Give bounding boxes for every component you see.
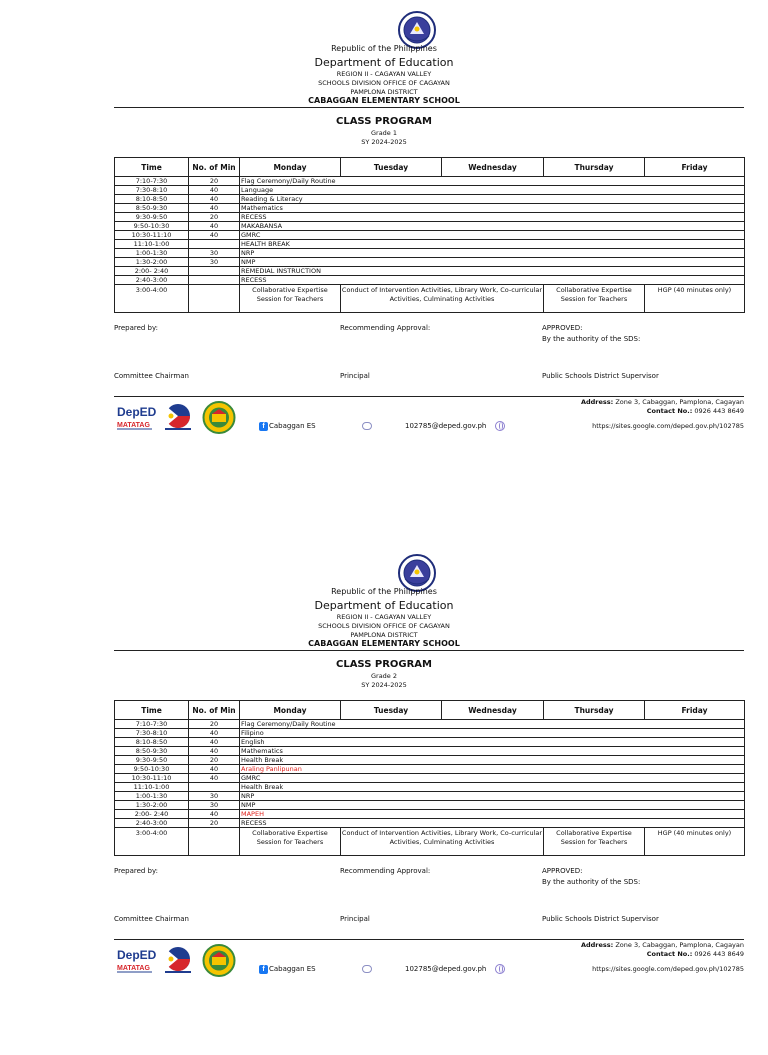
thursday-activity-cell: Collaborative Expertise Session for Teachers [544, 285, 645, 313]
email-icon [362, 422, 372, 430]
time-cell: 3:00-4:00 [115, 828, 189, 856]
thursday-activity-cell: Collaborative Expertise Session for Teachers [544, 828, 645, 856]
contact-value: 0926 443 8649 [694, 407, 744, 415]
schedule-table [114, 700, 745, 856]
subject-cell: RECESS [240, 276, 745, 285]
time-cell: 8:10-8:50 [115, 195, 189, 204]
schedule-row [115, 765, 745, 774]
website-link[interactable]: https://sites.google.com/deped.gov.ph/102785 [592, 965, 744, 973]
facebook-page-name: Cabaggan ES [269, 422, 316, 430]
footer-divider [114, 939, 744, 940]
schedule-row-last [115, 285, 745, 313]
svg-text:DepED: DepED [117, 405, 157, 419]
col-header-minutes: No. of Min [189, 701, 240, 720]
division-label: SCHOOLS DIVISION OFFICE OF CAGAYAN [318, 79, 450, 87]
schedule-row [115, 783, 745, 792]
schedule-row [115, 729, 745, 738]
class-program-page [0, 0, 768, 512]
committee-chairman-label: Committee Chairman [114, 915, 189, 923]
grade-label: Grade 2 [370, 672, 398, 680]
division-label: SCHOOLS DIVISION OFFICE OF CAGAYAN [318, 622, 450, 630]
subject-cell: Mathematics [240, 747, 745, 756]
minutes-cell [189, 783, 240, 792]
time-cell: 9:50-10:30 [115, 765, 189, 774]
subject-cell: NRP [240, 792, 745, 801]
minutes-cell [189, 285, 240, 313]
facebook-link[interactable] [259, 421, 316, 431]
time-cell: 10:30-11:10 [115, 774, 189, 783]
subject-cell: MAKABANSA [240, 222, 745, 231]
time-cell: 9:30-9:50 [115, 756, 189, 765]
svg-text:MATATAG: MATATAG [117, 422, 150, 429]
minutes-cell: 20 [189, 819, 240, 828]
address-line [581, 941, 744, 949]
time-cell: 2:00- 2:40 [115, 267, 189, 276]
col-header-thursday: Thursday [544, 701, 645, 720]
col-header-thursday: Thursday [544, 158, 645, 177]
website-link[interactable]: https://sites.google.com/deped.gov.ph/102785 [592, 422, 744, 430]
tue-wed-activity-cell: Conduct of Intervention Activities, Library Work, Co-curricular Activities, Culminating Activities [341, 285, 544, 313]
school-year-label: SY 2024-2025 [361, 138, 407, 146]
minutes-cell: 30 [189, 801, 240, 810]
school-year-label: SY 2024-2025 [361, 681, 407, 689]
subject-cell: NMP [240, 801, 745, 810]
minutes-cell: 20 [189, 213, 240, 222]
subject-cell: MAPEH [240, 810, 745, 819]
schedule-header-row [115, 701, 745, 720]
time-cell: 9:50-10:30 [115, 222, 189, 231]
minutes-cell [189, 267, 240, 276]
schedule-row [115, 186, 745, 195]
contact-value: 0926 443 8649 [694, 950, 744, 958]
time-cell: 1:00-1:30 [115, 792, 189, 801]
region-label: REGION II - CAGAYAN VALLEY [336, 70, 432, 78]
subject-cell: English [240, 738, 745, 747]
department-label: Department of Education [314, 599, 454, 612]
principal-label: Principal [340, 915, 370, 923]
district-label: PAMPLONA DISTRICT [350, 631, 418, 639]
deped-matatag-logo [116, 402, 160, 432]
schedule-row [115, 819, 745, 828]
time-cell: 1:30-2:00 [115, 258, 189, 267]
schedule-row [115, 258, 745, 267]
subject-cell: RECESS [240, 819, 745, 828]
minutes-cell: 20 [189, 720, 240, 729]
subject-cell: NRP [240, 249, 745, 258]
minutes-cell: 30 [189, 258, 240, 267]
class-program-page [0, 543, 768, 1055]
committee-chairman-label: Committee Chairman [114, 372, 189, 380]
friday-activity-cell: HGP (40 minutes only) [645, 828, 745, 856]
subject-cell: REMEDIAL INSTRUCTION [240, 267, 745, 276]
monday-activity-cell: Collaborative Expertise Session for Teachers [240, 828, 341, 856]
schedule-row [115, 810, 745, 819]
col-header-minutes: No. of Min [189, 158, 240, 177]
prepared-by-label: Prepared by: [114, 867, 158, 875]
minutes-cell: 30 [189, 792, 240, 801]
col-header-friday: Friday [645, 701, 745, 720]
schedule-row [115, 756, 745, 765]
contact-label: Contact No.: [646, 950, 693, 958]
schedule-row [115, 738, 745, 747]
approved-label: APPROVED: [542, 867, 583, 875]
facebook-icon: f [259, 422, 268, 431]
contact-label: Contact No.: [646, 407, 693, 415]
bagong-pilipinas-logo [161, 945, 196, 975]
time-cell: 8:50-9:30 [115, 204, 189, 213]
recommending-approval-label: Recommending Approval: [340, 867, 431, 875]
time-cell: 2:40-3:00 [115, 819, 189, 828]
minutes-cell: 40 [189, 810, 240, 819]
col-header-time: Time [115, 158, 189, 177]
schedule-row [115, 213, 745, 222]
school-seal-logo [197, 401, 241, 434]
authority-label: By the authority of the SDS: [542, 878, 641, 886]
minutes-cell: 40 [189, 738, 240, 747]
schedule-row [115, 222, 745, 231]
col-header-monday: Monday [240, 158, 341, 177]
time-cell: 11:10-1:00 [115, 240, 189, 249]
col-header-tuesday: Tuesday [341, 701, 442, 720]
minutes-cell [189, 828, 240, 856]
authority-label: By the authority of the SDS: [542, 335, 641, 343]
subject-cell: Reading & Literacy [240, 195, 745, 204]
department-label: Department of Education [314, 56, 454, 69]
address-value: Zone 3, Cabaggan, Pamplona, Cagayan [615, 398, 744, 406]
time-cell: 2:00- 2:40 [115, 810, 189, 819]
time-cell: 8:10-8:50 [115, 738, 189, 747]
time-cell: 7:30-8:10 [115, 729, 189, 738]
subject-cell: Health Break [240, 783, 745, 792]
subject-cell: HEALTH BREAK [240, 240, 745, 249]
header-divider [114, 650, 744, 651]
bagong-pilipinas-logo [161, 402, 196, 432]
subject-cell: RECESS [240, 213, 745, 222]
schedule-row [115, 801, 745, 810]
time-cell: 7:10-7:30 [115, 720, 189, 729]
time-cell: 1:00-1:30 [115, 249, 189, 258]
minutes-cell [189, 276, 240, 285]
facebook-page-name: Cabaggan ES [269, 965, 316, 973]
contact-line [647, 950, 744, 958]
friday-activity-cell: HGP (40 minutes only) [645, 285, 745, 313]
school-seal-logo [197, 944, 241, 977]
schedule-row [115, 774, 745, 783]
region-label: REGION II - CAGAYAN VALLEY [336, 613, 432, 621]
time-cell: 7:30-8:10 [115, 186, 189, 195]
subject-cell: Health Break [240, 756, 745, 765]
col-header-wednesday: Wednesday [442, 158, 544, 177]
schedule-row [115, 204, 745, 213]
address-line [581, 398, 744, 406]
minutes-cell: 40 [189, 195, 240, 204]
header-divider [114, 107, 744, 108]
subject-cell: Flag Ceremony/Daily Routine [240, 177, 745, 186]
col-header-tuesday: Tuesday [341, 158, 442, 177]
schedule-row [115, 249, 745, 258]
schedule-row [115, 177, 745, 186]
schedule-table [114, 157, 745, 313]
republic-label: Republic of the Philippines [331, 587, 437, 596]
deped-matatag-logo [116, 945, 160, 975]
grade-label: Grade 1 [370, 129, 398, 137]
subject-cell: Filipino [240, 729, 745, 738]
email-address[interactable]: 102785@deped.gov.ph [405, 422, 487, 430]
subject-cell: GMRC [240, 774, 745, 783]
recommending-approval-label: Recommending Approval: [340, 324, 431, 332]
time-cell: 1:30-2:00 [115, 801, 189, 810]
schedule-row [115, 747, 745, 756]
approved-label: APPROVED: [542, 324, 583, 332]
time-cell: 11:10-1:00 [115, 783, 189, 792]
school-name: CABAGGAN ELEMENTARY SCHOOL [308, 639, 460, 648]
time-cell: 7:10-7:30 [115, 177, 189, 186]
svg-text:DepED: DepED [117, 948, 157, 962]
schedule-row [115, 267, 745, 276]
email-address[interactable]: 102785@deped.gov.ph [405, 965, 487, 973]
minutes-cell: 20 [189, 756, 240, 765]
contact-line [647, 407, 744, 415]
minutes-cell [189, 240, 240, 249]
footer-divider [114, 396, 744, 397]
globe-icon [495, 421, 505, 431]
subject-cell: Araling Panlipunan [240, 765, 745, 774]
school-name: CABAGGAN ELEMENTARY SCHOOL [308, 96, 460, 105]
schedule-row [115, 276, 745, 285]
time-cell: 10:30-11:10 [115, 231, 189, 240]
minutes-cell: 40 [189, 231, 240, 240]
address-label: Address: [580, 398, 614, 406]
facebook-link[interactable] [259, 964, 316, 974]
time-cell: 3:00-4:00 [115, 285, 189, 313]
minutes-cell: 40 [189, 774, 240, 783]
col-header-time: Time [115, 701, 189, 720]
schedule-header-row [115, 158, 745, 177]
schedule-row [115, 195, 745, 204]
schedule-row [115, 240, 745, 249]
minutes-cell: 40 [189, 747, 240, 756]
minutes-cell: 40 [189, 765, 240, 774]
district-label: PAMPLONA DISTRICT [350, 88, 418, 96]
minutes-cell: 30 [189, 249, 240, 258]
minutes-cell: 40 [189, 222, 240, 231]
minutes-cell: 40 [189, 729, 240, 738]
monday-activity-cell: Collaborative Expertise Session for Teachers [240, 285, 341, 313]
address-value: Zone 3, Cabaggan, Pamplona, Cagayan [615, 941, 744, 949]
time-cell: 2:40-3:00 [115, 276, 189, 285]
schedule-row [115, 231, 745, 240]
time-cell: 8:50-9:30 [115, 747, 189, 756]
col-header-monday: Monday [240, 701, 341, 720]
address-label: Address: [580, 941, 614, 949]
email-icon [362, 965, 372, 973]
subject-cell: Flag Ceremony/Daily Routine [240, 720, 745, 729]
schedule-row-last [115, 828, 745, 856]
subject-cell: Mathematics [240, 204, 745, 213]
col-header-friday: Friday [645, 158, 745, 177]
svg-text:MATATAG: MATATAG [117, 965, 150, 972]
prepared-by-label: Prepared by: [114, 324, 158, 332]
globe-icon [495, 964, 505, 974]
minutes-cell: 40 [189, 186, 240, 195]
schedule-row [115, 792, 745, 801]
time-cell: 9:30-9:50 [115, 213, 189, 222]
subject-cell: NMP [240, 258, 745, 267]
tue-wed-activity-cell: Conduct of Intervention Activities, Library Work, Co-curricular Activities, Culminating Activities [341, 828, 544, 856]
psds-label: Public Schools District Supervisor [542, 372, 659, 380]
republic-label: Republic of the Philippines [331, 44, 437, 53]
schedule-row [115, 720, 745, 729]
facebook-icon: f [259, 965, 268, 974]
minutes-cell: 20 [189, 177, 240, 186]
program-title: CLASS PROGRAM [335, 116, 432, 127]
col-header-wednesday: Wednesday [442, 701, 544, 720]
principal-label: Principal [340, 372, 370, 380]
minutes-cell: 40 [189, 204, 240, 213]
psds-label: Public Schools District Supervisor [542, 915, 659, 923]
subject-cell: GMRC [240, 231, 745, 240]
subject-cell: Language [240, 186, 745, 195]
program-title: CLASS PROGRAM [335, 659, 432, 670]
